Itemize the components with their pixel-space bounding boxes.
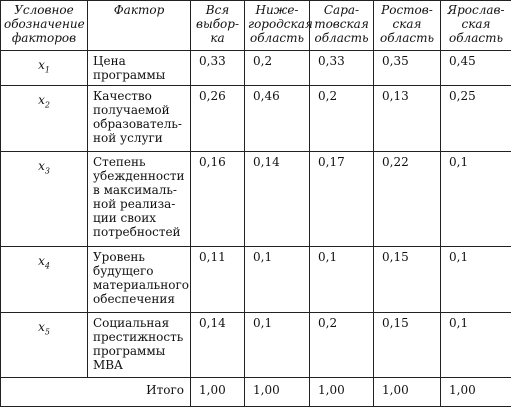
value-saratov: 0,33 [310, 51, 374, 86]
header-row [1, 1, 511, 51]
total-rostov: 1,00 [374, 378, 441, 407]
value-yaroslavl: 0,45 [441, 51, 511, 86]
value-rostov: 0,15 [374, 313, 441, 378]
header-factor: Фактор [88, 1, 191, 51]
total-yaroslavl: 1,00 [441, 378, 511, 407]
header-saratov: Сара- товская область [310, 1, 374, 51]
value-all: 0,11 [191, 247, 245, 313]
value-all: 0,16 [191, 152, 245, 247]
factor-code: $x_5$ [1, 313, 88, 378]
factor-code: $x_1$ [1, 51, 88, 86]
header-nizhny: Ниже- городская область [245, 1, 310, 51]
factor-code: $x_3$ [1, 152, 88, 247]
table-row [1, 152, 511, 247]
factor-name: Качество получаемой образователь- ной услуги [88, 86, 191, 152]
value-yaroslavl: 0,1 [441, 313, 511, 378]
total-nizhny: 1,00 [245, 378, 310, 407]
total-row [1, 378, 511, 407]
factor-code: $x_2$ [1, 86, 88, 152]
value-saratov: 0,2 [310, 86, 374, 152]
value-saratov: 0,2 [310, 313, 374, 378]
value-nizhny: 0,14 [245, 152, 310, 247]
header-code: Условное обозначение факторов [1, 1, 88, 51]
total-label: Итого [1, 378, 191, 407]
value-saratov: 0,17 [310, 152, 374, 247]
total-saratov: 1,00 [310, 378, 374, 407]
total-all: 1,00 [191, 378, 245, 407]
table-row [1, 86, 511, 152]
value-yaroslavl: 0,1 [441, 247, 511, 313]
header-all: Вся выбор- ка [191, 1, 245, 51]
factor-name: Цена программы [88, 51, 191, 86]
value-all: 0,33 [191, 51, 245, 86]
factor-name: Социальная престижность программы MBA [88, 313, 191, 378]
value-nizhny: 0,1 [245, 313, 310, 378]
value-yaroslavl: 0,25 [441, 86, 511, 152]
value-rostov: 0,22 [374, 152, 441, 247]
value-yaroslavl: 0,1 [441, 152, 511, 247]
value-nizhny: 0,46 [245, 86, 310, 152]
factor-name: Степень убежденности в максималь- ной реализа- ции своих потребностей [88, 152, 191, 247]
header-rostov: Ростов- ская область [374, 1, 441, 51]
factor-name: Уровень будущего материального обеспечения [88, 247, 191, 313]
table-row [1, 247, 511, 313]
value-saratov: 0,1 [310, 247, 374, 313]
value-nizhny: 0,1 [245, 247, 310, 313]
value-all: 0,14 [191, 313, 245, 378]
header-yaroslavl: Ярослав- ская область [441, 1, 511, 51]
value-nizhny: 0,2 [245, 51, 310, 86]
value-all: 0,26 [191, 86, 245, 152]
factor-code: $x_4$ [1, 247, 88, 313]
value-rostov: 0,35 [374, 51, 441, 86]
value-rostov: 0,15 [374, 247, 441, 313]
table-row [1, 313, 511, 378]
table-row [1, 51, 511, 86]
value-rostov: 0,13 [374, 86, 441, 152]
